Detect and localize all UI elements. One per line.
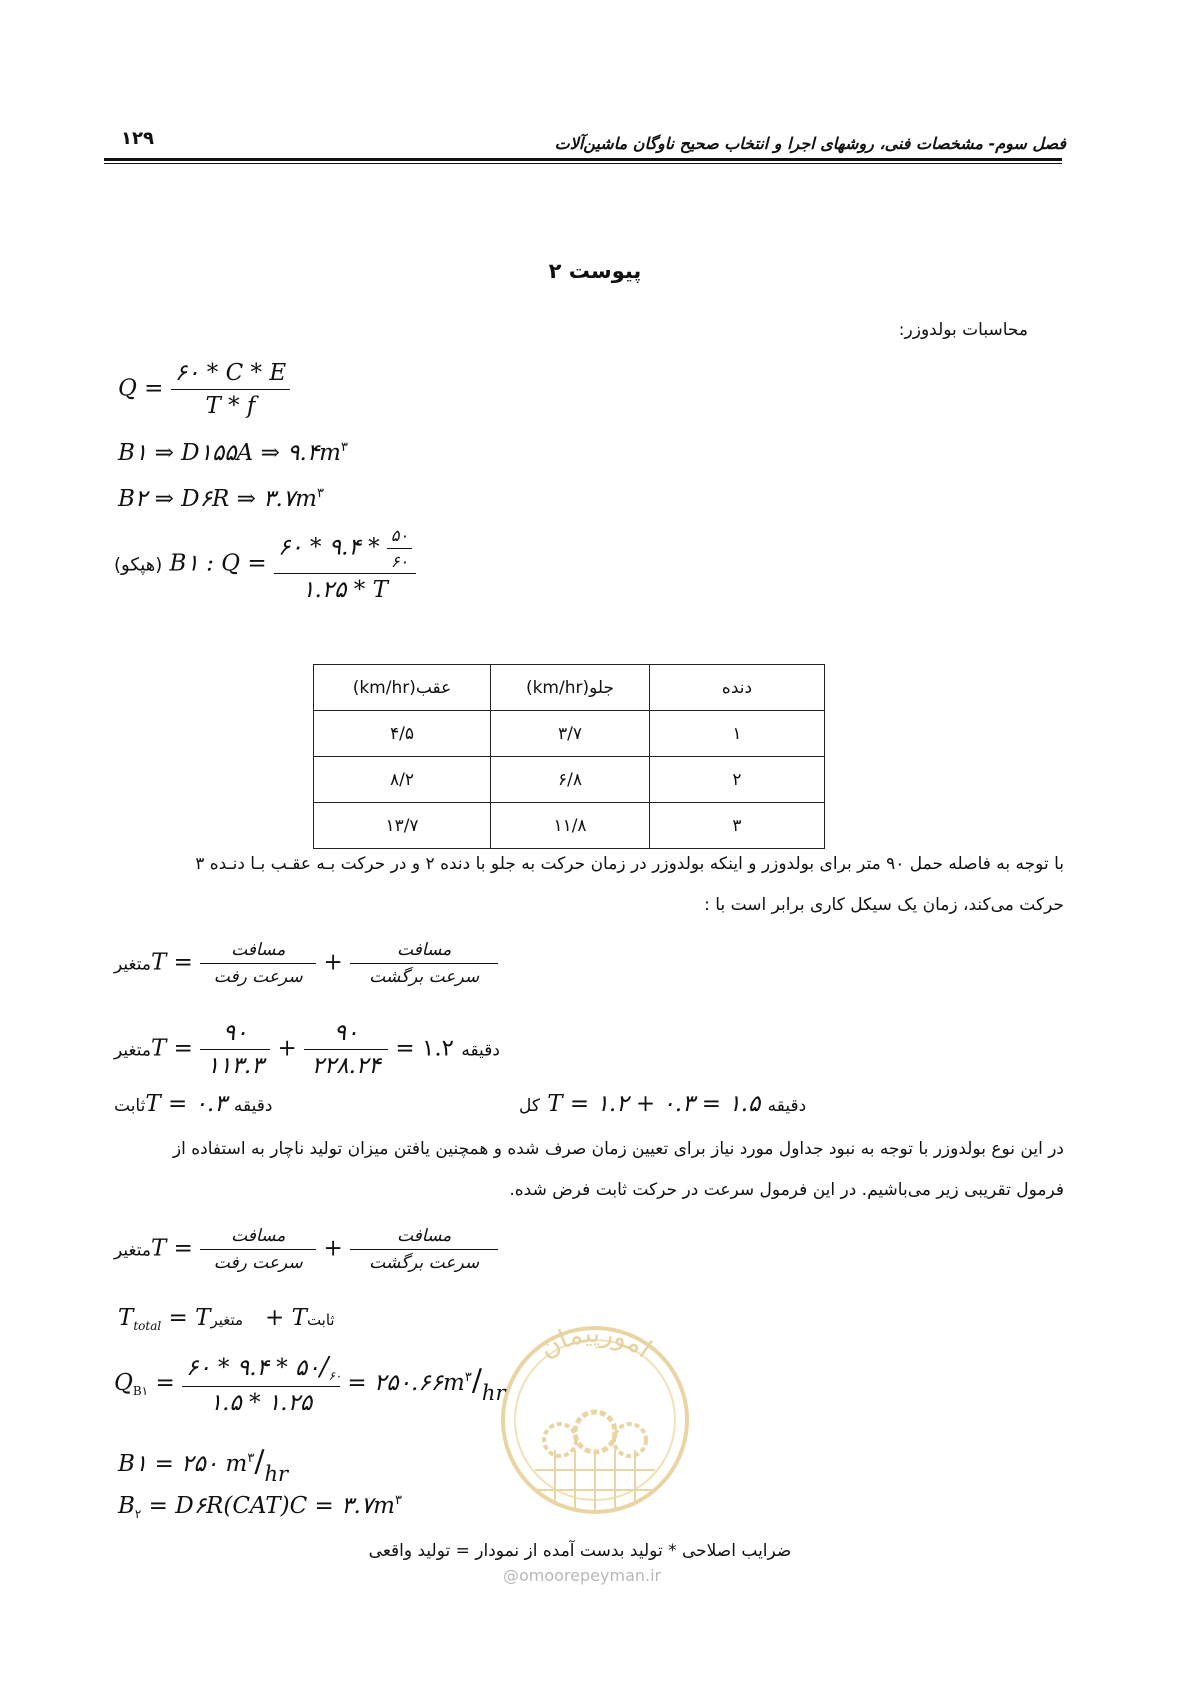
table-header-cell: عقب(km/hr)	[314, 665, 491, 711]
b2-result-expr: = D۶R(CAT)C = ۳.۷m	[148, 1493, 395, 1519]
ttotal-fixed: ثابت	[306, 1311, 335, 1329]
qb1-result: = ۲۵۰.۶۶m	[347, 1370, 465, 1396]
ttotal-line	[519, 1091, 806, 1117]
tvar-n90-1: ۹۰	[200, 1020, 270, 1050]
tvar-label: متغیر	[114, 954, 151, 975]
tvar-den-4: سرعت برگشت	[369, 1253, 480, 1273]
tvar-label-3: متغیر	[114, 1240, 151, 1261]
ttotal-label: کل	[519, 1096, 540, 1116]
table-cell: ۱۳/۷	[314, 803, 491, 849]
table-header-cell: دنده	[650, 665, 825, 711]
tvar-num-4: مسافت	[350, 1226, 498, 1250]
b2-cube: ۳	[316, 486, 324, 501]
hepco-prefix: (هپکو)	[114, 554, 163, 576]
ttotal-expr: T = ۱.۲ + ۰.۳ = ۱.۵	[547, 1091, 761, 1117]
qb1-formula: $Q_{B۱}$ = $\frac{۶۰ * ۹.۴ * ۵۰/_{۶۰}}{۱.۵ * ۱.۲۵}$ = $۲۵۰.۶۶m^۳/_{hr}$	[114, 1352, 506, 1416]
table-cell: ۳/۷	[491, 711, 650, 757]
b2-result-sub: ۲	[134, 1507, 142, 1521]
hepco-inner-den: ۶۰	[390, 552, 409, 571]
q-formula	[118, 360, 290, 419]
qb1-q: Q	[114, 1370, 133, 1396]
header-rule-thin	[104, 163, 1062, 164]
table-row	[314, 757, 825, 803]
ttotal-plus: + T	[265, 1305, 307, 1331]
tvar-formula-words	[114, 940, 498, 987]
tfixed-label: ثابت	[114, 1096, 146, 1116]
tvar-plus: +	[323, 949, 343, 976]
watermark-logo-text: امورپیمان	[534, 1320, 657, 1365]
table-cell: ۴/۵	[314, 711, 491, 757]
tvar-formula-words-2	[114, 1226, 498, 1273]
q-numerator: ۶۰ * C * E	[171, 360, 290, 390]
tvar-d1: ۱۱۳.۳	[206, 1053, 264, 1079]
b1-result-unit: hr	[264, 1462, 289, 1486]
tvar-n90-2: ۹۰	[304, 1020, 388, 1050]
page-number: ۱۲۹	[121, 128, 154, 149]
tvar-den-2: سرعت برگشت	[369, 967, 480, 987]
table-cell: ۱۱/۸	[491, 803, 650, 849]
b1-text: B۱ ⇒ D۱۵۵A ⇒ ۹.۴m	[118, 440, 341, 466]
table-cell: ۶/۸	[491, 757, 650, 803]
tvar-den-1: سرعت رفت	[213, 967, 303, 987]
b2-line	[118, 486, 324, 512]
table-row	[314, 711, 825, 757]
paragraph-2-line-1: در این نوع بولدوزر با توجه به نبود جداول مورد نیاز برای تعیین زمان صرف شده و همچنین یافتن میزان تولید ناچار به استفاده از	[172, 1139, 1064, 1159]
b2-text: B۲ ⇒ D۶R ⇒ ۳.۷m	[118, 486, 317, 512]
header-rule	[104, 158, 1062, 161]
tvar-result: = ۱.۲	[395, 1035, 455, 1062]
hepco-inner-num: ۵۰	[387, 526, 412, 549]
table-cell: ۸/۲	[314, 757, 491, 803]
ttotal-var: متغیر	[210, 1311, 244, 1329]
tvar-label-2: متغیر	[114, 1040, 151, 1061]
b2-result-b: B	[118, 1493, 135, 1519]
table-header-row	[314, 665, 825, 711]
paragraph-2-line-2: فرمول تقریبی زیر می‌باشیم. در این فرمول سرعت در حرکت ثابت فرض شده.	[509, 1180, 1064, 1200]
tvar-minute: دقیقه	[461, 1040, 500, 1061]
ttotal-minute: دقیقه	[767, 1096, 807, 1116]
table-cell: ۱	[650, 711, 825, 757]
tvar-plus-3: +	[323, 1235, 343, 1262]
table-cell: ۳	[650, 803, 825, 849]
footer-formula: ضرایب اصلاحی * تولید بدست آمده از نمودار = تولید واقعی	[368, 1541, 792, 1561]
tfixed-line	[114, 1091, 272, 1117]
tvar-t-2: T =	[150, 1035, 193, 1062]
ttotal-formula	[118, 1305, 335, 1333]
b1-result-cube: ۳	[247, 1451, 255, 1466]
chapter-title: فصل سوم- مشخصات فنی، روشهای اجرا و انتخاب صحیح ناوگان ماشین‌آلات	[554, 134, 1066, 153]
at-icon: @	[503, 1566, 519, 1585]
tvar-den-3: سرعت رفت	[213, 1253, 303, 1273]
tvar-plus-2: +	[277, 1035, 297, 1062]
b1-cube: ۳	[340, 440, 348, 455]
hepco-lhs: B۱ : Q =	[169, 550, 267, 577]
qb1-denominator: ۱.۵ * ۱.۲۵	[209, 1390, 313, 1416]
watermark-logo	[495, 1320, 695, 1530]
qb1-numerator: ۶۰ * ۹.۴ * ۵۰	[186, 1355, 320, 1381]
qb1-unit: hr	[481, 1381, 506, 1405]
table-row	[314, 803, 825, 849]
tvar-formula-numbers	[114, 1020, 500, 1079]
paragraph-1-line-1: با توجه به فاصله حمل ۹۰ متر برای بولدوزر و اینکه بولدوزر در زمان حرکت به جلو با دنده ۲ و در حرکت بـه عقـب بـا دنـده ۳	[195, 854, 1064, 874]
ttotal-t: T	[118, 1305, 134, 1331]
b2-result-cube: ۳	[394, 1493, 402, 1508]
ttotal-sub: total	[133, 1319, 162, 1333]
watermark-url-text: omoorepeyman.ir	[519, 1566, 662, 1585]
qb1-cube: ۳	[464, 1370, 472, 1385]
q-lhs: Q =	[118, 375, 164, 402]
ttotal-eq: = T	[168, 1305, 211, 1331]
tvar-t: T =	[150, 949, 193, 976]
qb1-num-div: ۶۰	[328, 1369, 342, 1383]
tvar-num-3: مسافت	[200, 1226, 316, 1250]
table-cell: ۲	[650, 757, 825, 803]
b2-result	[118, 1493, 402, 1521]
tvar-num-2: مسافت	[350, 940, 498, 964]
tfixed-minute: دقیقه	[233, 1096, 273, 1116]
table-header-cell: جلو(km/hr)	[491, 665, 650, 711]
tvar-d2: ۲۲۸.۲۴	[311, 1053, 381, 1079]
tvar-num-1: مسافت	[200, 940, 316, 964]
b1-line	[118, 440, 348, 466]
hepco-denominator: ۱.۲۵ * T	[302, 577, 388, 603]
subheading: محاسبات بولدوزر:	[898, 320, 1028, 340]
tfixed-expr: T = ۰.۳	[145, 1091, 227, 1117]
watermark-url	[503, 1566, 661, 1585]
qb1-sub: B۱	[132, 1384, 149, 1398]
q-denominator: T * f	[205, 393, 256, 419]
b1-result-lhs: B۱ = ۲۵۰ m	[118, 1451, 248, 1477]
hepco-numerator: ۶۰ * ۹.۴ *	[277, 534, 380, 561]
gear-speed-table	[313, 664, 825, 849]
b1-result: B۱ = ۲۵۰ $m^۳/_{hr}$	[118, 1444, 289, 1486]
section-title: پیوست ۲	[548, 259, 642, 283]
hepco-formula	[114, 526, 416, 603]
tvar-t-3: T =	[150, 1235, 193, 1262]
paragraph-1-line-2: حرکت می‌کند، زمان یک سیکل کاری برابر است با :	[704, 895, 1064, 915]
